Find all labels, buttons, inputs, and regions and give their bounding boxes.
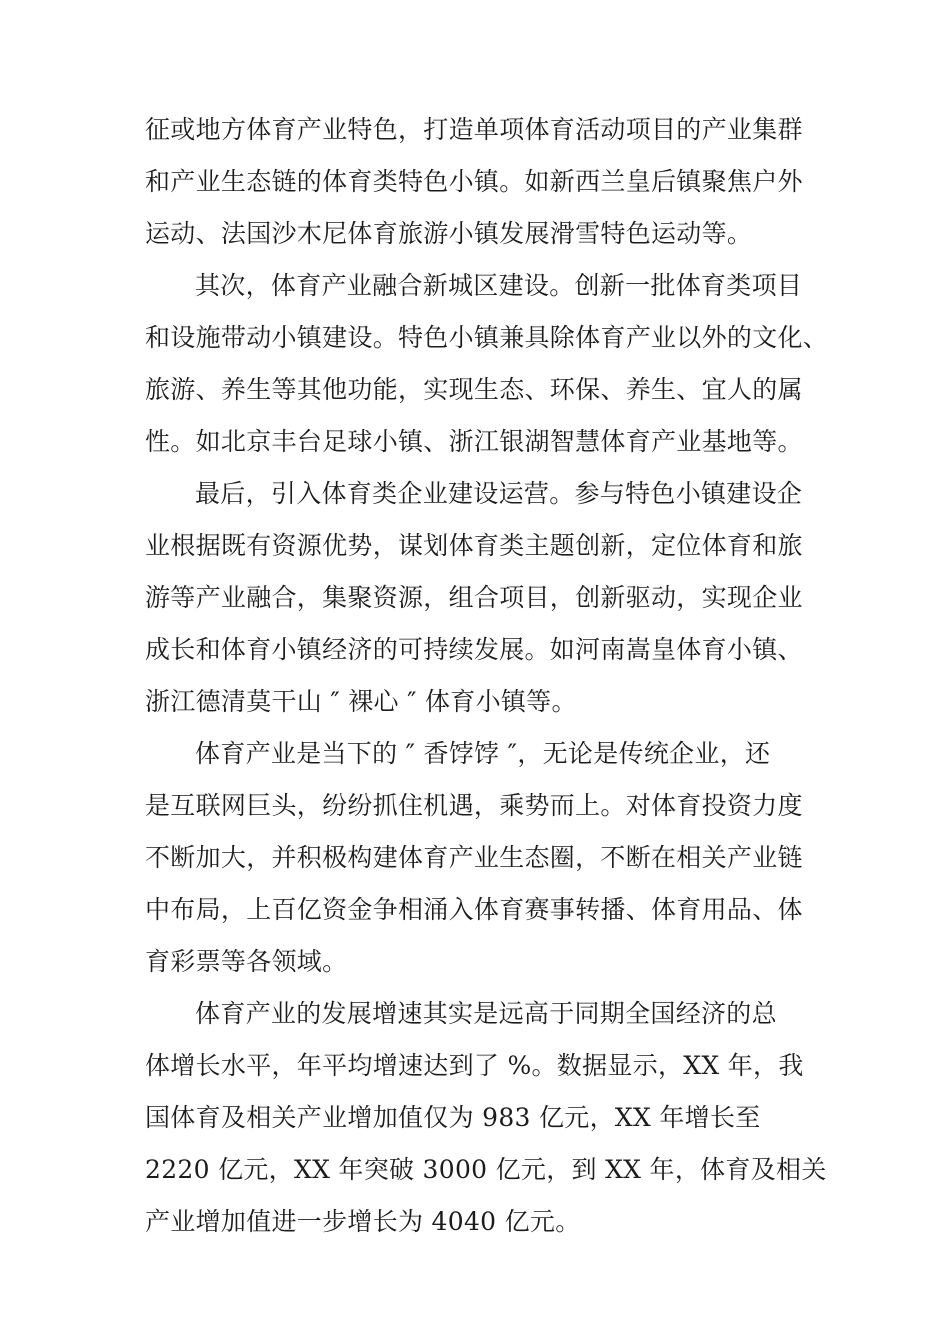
text-line: 性。如北京丰台足球小镇、浙江银湖智慧体育产业基地等。: [145, 427, 803, 456]
text-line: 国体育及相关产业增加值仅为 983 亿元，XX 年增长至: [145, 1103, 761, 1132]
text-line: 成长和体育小镇经济的可持续发展。如河南嵩皇体育小镇、: [145, 635, 803, 664]
paragraph-first-line: 其次，体育产业融合新城区建设。创新一批体育类项目: [195, 271, 803, 300]
text-line: 运动、法国沙木尼体育旅游小镇发展滑雪特色运动等。: [145, 219, 753, 248]
paragraph-first-line: 体育产业的发展增速其实是远高于同期全国经济的总: [195, 999, 777, 1028]
text-line: 2220 亿元，XX 年突破 3000 亿元，到 XX 年，体育及相关: [145, 1155, 827, 1184]
text-line: 业根据既有资源优势，谋划体育类主题创新，定位体育和旅: [145, 531, 803, 560]
text-line: 中布局，上百亿资金争相涌入体育赛事转播、体育用品、体: [145, 895, 803, 924]
text-line: 浙江德清莫干山 ″ 裸心 ″ 体育小镇等。: [145, 687, 577, 716]
text-line: 不断加大，并积极构建体育产业生态圈，不断在相关产业链: [145, 843, 803, 872]
text-line: 育彩票等各领域。: [145, 947, 348, 976]
text-line: 和产业生态链的体育类特色小镇。如新西兰皇后镇聚焦户外: [145, 167, 803, 196]
text-line: 是互联网巨头，纷纷抓住机遇，乘势而上。对体育投资力度: [145, 791, 803, 820]
text-line: 和设施带动小镇建设。特色小镇兼具除体育产业以外的文化、: [145, 323, 829, 352]
paragraph-first-line: 体育产业是当下的 ″ 香饽饽 ″，无论是传统企业，还: [195, 739, 771, 768]
text-line: 体增长水平，年平均增速达到了 %。数据显示，XX 年，我: [145, 1051, 804, 1080]
text-line: 游等产业融合，集聚资源，组合项目，创新驱动，实现企业: [145, 583, 803, 612]
paragraph-first-line: 最后，引入体育类企业建设运营。参与特色小镇建设企: [195, 479, 803, 508]
text-line: 旅游、养生等其他功能，实现生态、环保、养生、宜人的属: [145, 375, 803, 404]
text-line: 征或地方体育产业特色，打造单项体育活动项目的产业集群: [145, 115, 803, 144]
text-line: 产业增加值进一步增长为 4040 亿元。: [145, 1207, 581, 1236]
